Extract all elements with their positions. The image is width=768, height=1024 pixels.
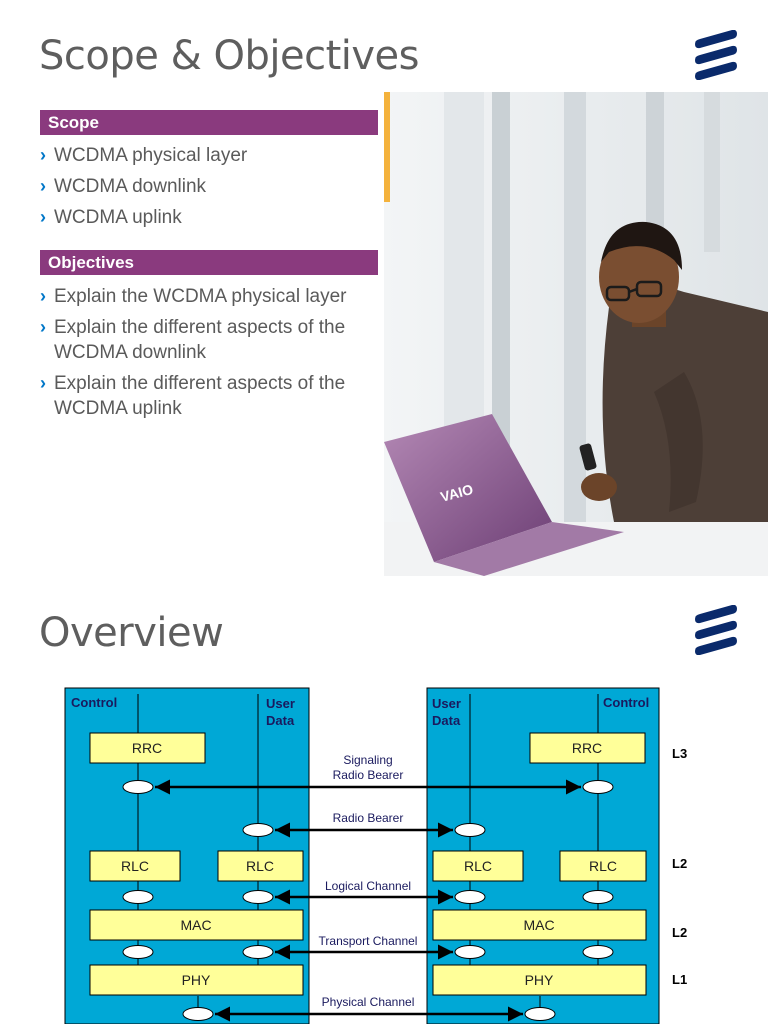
ericsson-logo-icon	[694, 30, 738, 80]
list-item: › Explain the WCDMA physical layer	[40, 286, 347, 307]
protocol-stack-diagram	[0, 686, 768, 1024]
phy-left: PHY	[181, 972, 211, 988]
right-user-label: User	[432, 696, 461, 711]
layer-l1: L1	[672, 972, 688, 987]
layer-l2-mac: L2	[672, 925, 688, 940]
slide-title-overview: Overview	[39, 610, 224, 656]
signaling-label-2: Radio Bearer	[332, 768, 404, 782]
rlc-left-control: RLC	[120, 858, 150, 874]
right-control-label: Control	[603, 695, 650, 710]
chevron-right-icon: ›	[40, 286, 46, 306]
chevron-right-icon: ›	[40, 207, 46, 227]
rrc-left: RRC	[131, 740, 163, 756]
layer-l2-rlc: L2	[672, 856, 688, 871]
chevron-right-icon: ›	[40, 317, 46, 337]
list-item: › Explain the different aspects of the WCDMA downlink	[40, 317, 346, 363]
hero-photo	[384, 92, 768, 576]
radio-bearer-label: Radio Bearer	[332, 811, 404, 825]
list-item: › WCDMA uplink	[40, 207, 182, 228]
layer-l3: L3	[672, 746, 688, 761]
list-item: › WCDMA physical layer	[40, 145, 248, 166]
objectives-list	[40, 284, 370, 427]
ericsson-logo-icon	[694, 605, 738, 655]
rlc-right-control: RLC	[588, 858, 618, 874]
left-user-label-2: Data	[266, 713, 295, 728]
right-user-label-2: Data	[432, 713, 461, 728]
chevron-right-icon: ›	[40, 145, 46, 165]
transport-channel-label: Transport Channel	[318, 934, 418, 948]
chevron-right-icon: ›	[40, 373, 46, 393]
left-control-label: Control	[71, 695, 118, 710]
mac-left: MAC	[180, 917, 212, 933]
signaling-label: Signaling	[343, 753, 393, 767]
scope-list	[40, 143, 370, 236]
physical-channel-label: Physical Channel	[321, 995, 415, 1009]
rlc-left-user: RLC	[245, 858, 275, 874]
mac-right: MAC	[523, 917, 555, 933]
laptop-logo: VAIO	[438, 480, 475, 505]
scope-header: Scope	[40, 110, 378, 135]
chevron-right-icon: ›	[40, 176, 46, 196]
phy-right: PHY	[524, 972, 554, 988]
rlc-right-user: RLC	[463, 858, 493, 874]
list-item: › Explain the different aspects of the WCDMA uplink	[40, 373, 346, 419]
logical-channel-label: Logical Channel	[324, 879, 412, 893]
slide-title-scope: Scope & Objectives	[39, 33, 419, 79]
rrc-right: RRC	[571, 740, 603, 756]
objectives-header: Objectives	[40, 250, 378, 275]
left-user-label: User	[266, 696, 295, 711]
list-item: › WCDMA downlink	[40, 176, 207, 197]
